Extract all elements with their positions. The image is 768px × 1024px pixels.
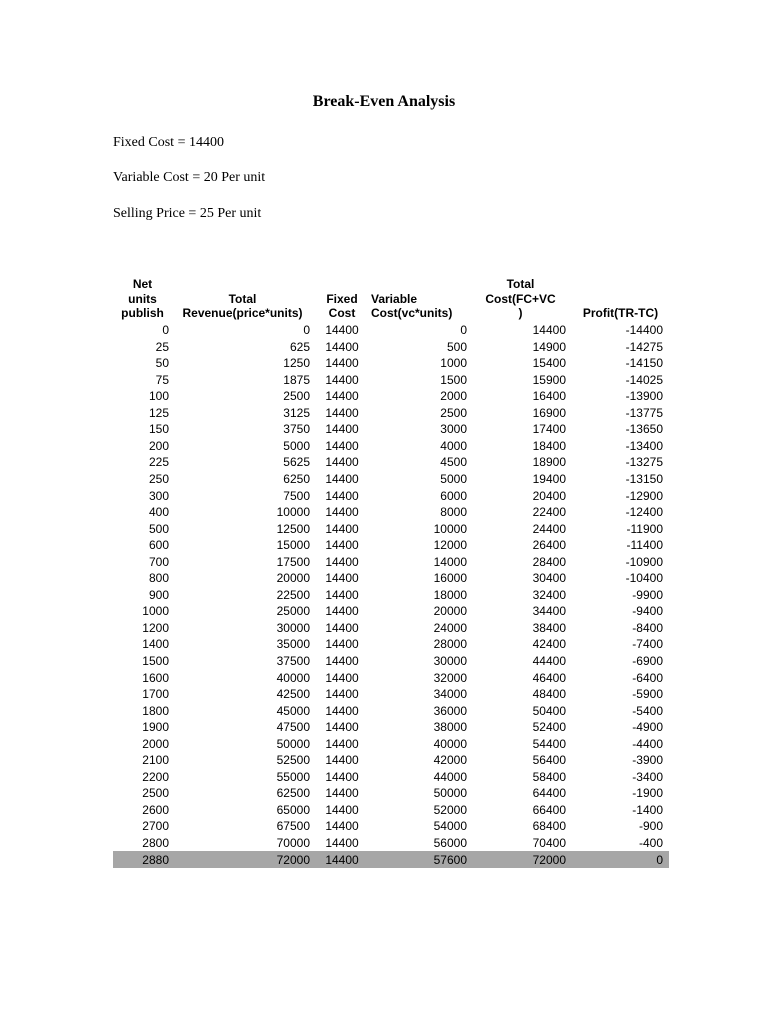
cell-profit: -13150 xyxy=(625,471,663,486)
cell-net-units: 2880 xyxy=(113,851,172,868)
cell-fixed-cost: 14400 xyxy=(325,786,359,801)
cell-variable-cost: 18000 xyxy=(433,587,467,602)
cell-net-units: 0 xyxy=(162,323,169,338)
cell-total-cost: 28400 xyxy=(532,554,566,569)
cell-total-cost: 16900 xyxy=(532,405,566,420)
cell-total-revenue: 47500 xyxy=(276,720,310,735)
cell-fixed-cost: 14400 xyxy=(325,521,359,536)
cell-total-cost: 56400 xyxy=(532,753,566,768)
cell-total-revenue: 45000 xyxy=(276,703,310,718)
cell-fixed-cost: 14400 xyxy=(325,836,359,850)
table-row xyxy=(113,438,669,455)
cell-total-revenue: 35000 xyxy=(276,637,310,652)
cell-total-revenue: 67500 xyxy=(276,819,310,834)
table-row xyxy=(113,371,669,388)
cell-profit: -14025 xyxy=(625,372,663,387)
cell-profit: -13775 xyxy=(625,405,663,420)
cell-profit: -7400 xyxy=(632,637,663,652)
table-row xyxy=(113,570,669,587)
cell-total-cost: 32400 xyxy=(532,587,566,602)
cell-fixed-cost: 14400 xyxy=(313,851,371,868)
table-row xyxy=(113,686,669,703)
cell-variable-cost: 34000 xyxy=(433,687,467,702)
cell-total-revenue: 42500 xyxy=(276,687,310,702)
cell-variable-cost: 57600 xyxy=(371,851,469,868)
cell-variable-cost: 1500 xyxy=(440,372,467,387)
table-row xyxy=(113,769,669,786)
cell-total-cost: 19400 xyxy=(532,471,566,486)
cell-total-cost: 58400 xyxy=(532,769,566,784)
cell-variable-cost: 32000 xyxy=(433,670,467,685)
table-row xyxy=(113,322,669,339)
cell-total-revenue: 1875 xyxy=(283,372,310,387)
cell-variable-cost: 44000 xyxy=(433,769,467,784)
cell-profit: -6400 xyxy=(632,670,663,685)
cell-variable-cost: 20000 xyxy=(433,604,467,619)
cell-net-units: 500 xyxy=(148,521,169,536)
cell-total-cost: 72000 xyxy=(469,851,572,868)
cell-net-units: 75 xyxy=(155,372,169,387)
table-row xyxy=(113,818,669,835)
cell-variable-cost: 40000 xyxy=(433,736,467,751)
cell-fixed-cost: 14400 xyxy=(325,670,359,685)
cell-profit: -12900 xyxy=(625,488,663,503)
cell-profit: -13275 xyxy=(625,455,663,470)
table-row xyxy=(113,653,669,670)
cell-variable-cost: 500 xyxy=(446,339,467,354)
cell-variable-cost: 38000 xyxy=(433,720,467,735)
cell-profit: -10900 xyxy=(625,554,663,569)
cell-variable-cost: 24000 xyxy=(433,620,467,635)
cell-variable-cost: 16000 xyxy=(433,571,467,586)
cell-total-cost: 18400 xyxy=(532,438,566,453)
cell-total-revenue: 25000 xyxy=(276,604,310,619)
table-row xyxy=(113,719,669,736)
table-header-row xyxy=(113,277,669,322)
cell-net-units: 2000 xyxy=(142,736,169,751)
cell-total-revenue: 70000 xyxy=(276,836,310,850)
cell-net-units: 2200 xyxy=(142,769,169,784)
cell-fixed-cost: 14400 xyxy=(325,471,359,486)
cell-variable-cost: 8000 xyxy=(440,505,467,520)
table-row xyxy=(113,421,669,438)
table-row xyxy=(113,636,669,653)
cell-total-revenue: 20000 xyxy=(276,571,310,586)
cell-total-revenue: 22500 xyxy=(276,587,310,602)
variable-cost-text: Variable Cost = 20 Per unit xyxy=(113,170,266,185)
table-row xyxy=(113,835,669,852)
cell-variable-cost: 50000 xyxy=(433,786,467,801)
cell-net-units: 700 xyxy=(148,554,169,569)
cell-profit: -11900 xyxy=(626,521,663,536)
table-row xyxy=(113,520,669,537)
cell-total-cost: 17400 xyxy=(532,422,566,437)
cell-fixed-cost: 14400 xyxy=(325,438,359,453)
cell-profit: -5400 xyxy=(632,703,663,718)
table-row xyxy=(113,620,669,637)
cell-net-units: 1800 xyxy=(142,703,169,718)
cell-fixed-cost: 14400 xyxy=(325,653,359,668)
cell-total-revenue: 0 xyxy=(303,323,310,338)
header-net-units: Net units publish xyxy=(121,277,164,321)
cell-total-revenue: 15000 xyxy=(276,538,310,553)
cell-net-units: 25 xyxy=(155,339,169,354)
cell-net-units: 1400 xyxy=(142,637,169,652)
cell-profit: -14275 xyxy=(625,339,663,354)
break-even-table xyxy=(113,277,669,868)
cell-net-units: 1500 xyxy=(142,653,169,668)
cell-net-units: 225 xyxy=(148,455,169,470)
cell-total-cost: 68400 xyxy=(532,819,566,834)
cell-fixed-cost: 14400 xyxy=(325,587,359,602)
cell-total-revenue: 30000 xyxy=(276,620,310,635)
cell-total-revenue: 3125 xyxy=(283,405,310,420)
table-row xyxy=(113,355,669,372)
table-row xyxy=(113,471,669,488)
cell-variable-cost: 1000 xyxy=(440,356,467,371)
header-profit: Profit(TR-TC) xyxy=(582,306,659,321)
cell-fixed-cost: 14400 xyxy=(325,405,359,420)
cell-total-revenue: 5000 xyxy=(283,438,310,453)
cell-variable-cost: 3000 xyxy=(440,422,467,437)
cell-fixed-cost: 14400 xyxy=(325,488,359,503)
table-row xyxy=(113,752,669,769)
cell-total-cost: 70400 xyxy=(532,836,566,850)
cell-net-units: 1900 xyxy=(142,720,169,735)
table-row xyxy=(113,587,669,604)
cell-fixed-cost: 14400 xyxy=(325,819,359,834)
cell-fixed-cost: 14400 xyxy=(325,802,359,817)
cell-total-cost: 38400 xyxy=(532,620,566,635)
cell-variable-cost: 30000 xyxy=(433,653,467,668)
header-fixed-cost: Fixed Cost xyxy=(326,291,358,321)
cell-net-units: 250 xyxy=(148,471,169,486)
cell-profit: -13400 xyxy=(625,438,663,453)
cell-net-units: 300 xyxy=(148,488,169,503)
cell-variable-cost: 42000 xyxy=(433,753,467,768)
cell-variable-cost: 12000 xyxy=(433,538,467,553)
table-row xyxy=(113,504,669,521)
cell-fixed-cost: 14400 xyxy=(325,604,359,619)
cell-variable-cost: 28000 xyxy=(433,637,467,652)
cell-net-units: 1000 xyxy=(142,604,169,619)
cell-variable-cost: 52000 xyxy=(433,802,467,817)
header-variable-cost: Variable Cost(vc*units) xyxy=(371,291,453,321)
table-row xyxy=(113,785,669,802)
cell-net-units: 200 xyxy=(148,438,169,453)
cell-profit: -900 xyxy=(638,819,663,834)
cell-profit: -14400 xyxy=(625,323,663,338)
cell-profit: -13650 xyxy=(625,422,663,437)
cell-total-cost: 22400 xyxy=(532,505,566,520)
cell-fixed-cost: 14400 xyxy=(325,323,359,338)
cell-profit: -1400 xyxy=(632,802,663,817)
cell-total-revenue: 625 xyxy=(289,339,310,354)
selling-price-text: Selling Price = 25 Per unit xyxy=(113,206,262,221)
cell-profit: -4400 xyxy=(632,736,663,751)
table-row xyxy=(113,537,669,554)
cell-profit: 0 xyxy=(572,851,669,868)
cell-net-units: 2600 xyxy=(142,802,169,817)
cell-profit: -4900 xyxy=(632,720,663,735)
cell-variable-cost: 36000 xyxy=(433,703,467,718)
header-total-revenue: Total Revenue(price*units) xyxy=(182,291,303,321)
cell-total-revenue: 40000 xyxy=(276,670,310,685)
cell-fixed-cost: 14400 xyxy=(325,736,359,751)
cell-fixed-cost: 14400 xyxy=(325,372,359,387)
cell-total-cost: 50400 xyxy=(532,703,566,718)
cell-variable-cost: 2000 xyxy=(440,389,467,404)
cell-profit: -5900 xyxy=(632,687,663,702)
cell-total-revenue: 17500 xyxy=(276,554,310,569)
cell-total-cost: 46400 xyxy=(532,670,566,685)
cell-total-cost: 24400 xyxy=(532,521,566,536)
cell-total-cost: 14900 xyxy=(532,339,566,354)
table-row xyxy=(113,735,669,752)
cell-fixed-cost: 14400 xyxy=(325,356,359,371)
cell-profit: -3900 xyxy=(632,753,663,768)
cell-profit: -6900 xyxy=(632,653,663,668)
cell-total-cost: 42400 xyxy=(532,637,566,652)
cell-profit: -3400 xyxy=(632,769,663,784)
cell-fixed-cost: 14400 xyxy=(325,339,359,354)
table-row xyxy=(113,702,669,719)
cell-profit: -1900 xyxy=(632,786,663,801)
cell-net-units: 100 xyxy=(148,389,169,404)
fixed-cost-text: Fixed Cost = 14400 xyxy=(113,135,224,150)
cell-variable-cost: 54000 xyxy=(433,819,467,834)
cell-total-cost: 52400 xyxy=(532,720,566,735)
cell-total-revenue: 10000 xyxy=(276,505,310,520)
table-row xyxy=(113,669,669,686)
table-body xyxy=(113,322,669,868)
cell-net-units: 1200 xyxy=(142,620,169,635)
table-row xyxy=(113,487,669,504)
table-row xyxy=(113,603,669,620)
cell-fixed-cost: 14400 xyxy=(325,769,359,784)
cell-fixed-cost: 14400 xyxy=(325,620,359,635)
cell-fixed-cost: 14400 xyxy=(325,571,359,586)
cell-total-revenue: 3750 xyxy=(283,422,310,437)
cell-net-units: 2800 xyxy=(142,836,169,850)
table-row xyxy=(113,454,669,471)
cell-total-cost: 15900 xyxy=(532,372,566,387)
cell-total-cost: 14400 xyxy=(532,323,566,338)
cell-fixed-cost: 14400 xyxy=(325,389,359,404)
cell-total-revenue: 6250 xyxy=(283,471,310,486)
cell-total-revenue: 52500 xyxy=(276,753,310,768)
cell-profit: -9400 xyxy=(632,604,663,619)
cell-fixed-cost: 14400 xyxy=(325,554,359,569)
cell-net-units: 1600 xyxy=(142,670,169,685)
cell-variable-cost: 6000 xyxy=(440,488,467,503)
table-row xyxy=(113,802,669,819)
cell-net-units: 900 xyxy=(148,587,169,602)
cell-fixed-cost: 14400 xyxy=(325,505,359,520)
cell-net-units: 125 xyxy=(148,405,169,420)
cell-total-revenue: 1250 xyxy=(283,356,310,371)
cell-total-revenue: 12500 xyxy=(276,521,310,536)
cell-profit: -9900 xyxy=(632,587,663,602)
cell-total-cost: 30400 xyxy=(532,571,566,586)
cell-total-revenue: 72000 xyxy=(172,851,313,868)
cell-fixed-cost: 14400 xyxy=(325,422,359,437)
table-row xyxy=(113,338,669,355)
cell-total-revenue: 37500 xyxy=(276,653,310,668)
cell-net-units: 600 xyxy=(148,538,169,553)
page-title: Break-Even Analysis xyxy=(312,93,456,110)
cell-fixed-cost: 14400 xyxy=(325,687,359,702)
cell-total-revenue: 65000 xyxy=(276,802,310,817)
cell-total-revenue: 5625 xyxy=(283,455,310,470)
table-row xyxy=(113,851,669,868)
cell-total-revenue: 7500 xyxy=(283,488,310,503)
cell-total-cost: 34400 xyxy=(532,604,566,619)
cell-total-cost: 48400 xyxy=(532,687,566,702)
cell-variable-cost: 2500 xyxy=(440,405,467,420)
table-row xyxy=(113,553,669,570)
cell-variable-cost: 0 xyxy=(460,323,467,338)
header-total-cost: Total Cost(FC+VC ) xyxy=(485,277,556,321)
cell-net-units: 2700 xyxy=(142,819,169,834)
cell-fixed-cost: 14400 xyxy=(325,703,359,718)
cell-fixed-cost: 14400 xyxy=(325,455,359,470)
cell-variable-cost: 5000 xyxy=(440,471,467,486)
cell-total-cost: 18900 xyxy=(532,455,566,470)
table-row xyxy=(113,405,669,422)
cell-total-revenue: 62500 xyxy=(276,786,310,801)
cell-net-units: 1700 xyxy=(142,687,169,702)
cell-variable-cost: 56000 xyxy=(433,836,467,850)
cell-profit: -400 xyxy=(638,836,663,850)
cell-total-cost: 66400 xyxy=(532,802,566,817)
cell-net-units: 400 xyxy=(148,505,169,520)
cell-profit: -13900 xyxy=(625,389,663,404)
cell-net-units: 150 xyxy=(148,422,169,437)
cell-total-revenue: 55000 xyxy=(276,769,310,784)
cell-variable-cost: 14000 xyxy=(433,554,467,569)
cell-total-cost: 54400 xyxy=(532,736,566,751)
cell-total-revenue: 2500 xyxy=(283,389,310,404)
cell-fixed-cost: 14400 xyxy=(325,538,359,553)
cell-fixed-cost: 14400 xyxy=(325,753,359,768)
cell-profit: -11400 xyxy=(626,538,663,553)
cell-profit: -12400 xyxy=(625,505,663,520)
cell-profit: -10400 xyxy=(625,571,663,586)
cell-profit: -14150 xyxy=(625,356,663,371)
cell-profit: -8400 xyxy=(632,620,663,635)
cell-total-cost: 15400 xyxy=(532,356,566,371)
table-row xyxy=(113,388,669,405)
cell-total-cost: 20400 xyxy=(532,488,566,503)
cell-variable-cost: 4500 xyxy=(440,455,467,470)
cell-net-units: 2500 xyxy=(142,786,169,801)
cell-variable-cost: 10000 xyxy=(433,521,467,536)
cell-total-revenue: 50000 xyxy=(276,736,310,751)
cell-variable-cost: 4000 xyxy=(440,438,467,453)
cell-total-cost: 44400 xyxy=(532,653,566,668)
cell-net-units: 800 xyxy=(148,571,169,586)
cell-fixed-cost: 14400 xyxy=(325,637,359,652)
cell-total-cost: 16400 xyxy=(532,389,566,404)
cell-fixed-cost: 14400 xyxy=(325,720,359,735)
cell-net-units: 50 xyxy=(155,356,169,371)
cell-total-cost: 26400 xyxy=(532,538,566,553)
cell-total-cost: 64400 xyxy=(532,786,566,801)
cell-net-units: 2100 xyxy=(142,753,169,768)
